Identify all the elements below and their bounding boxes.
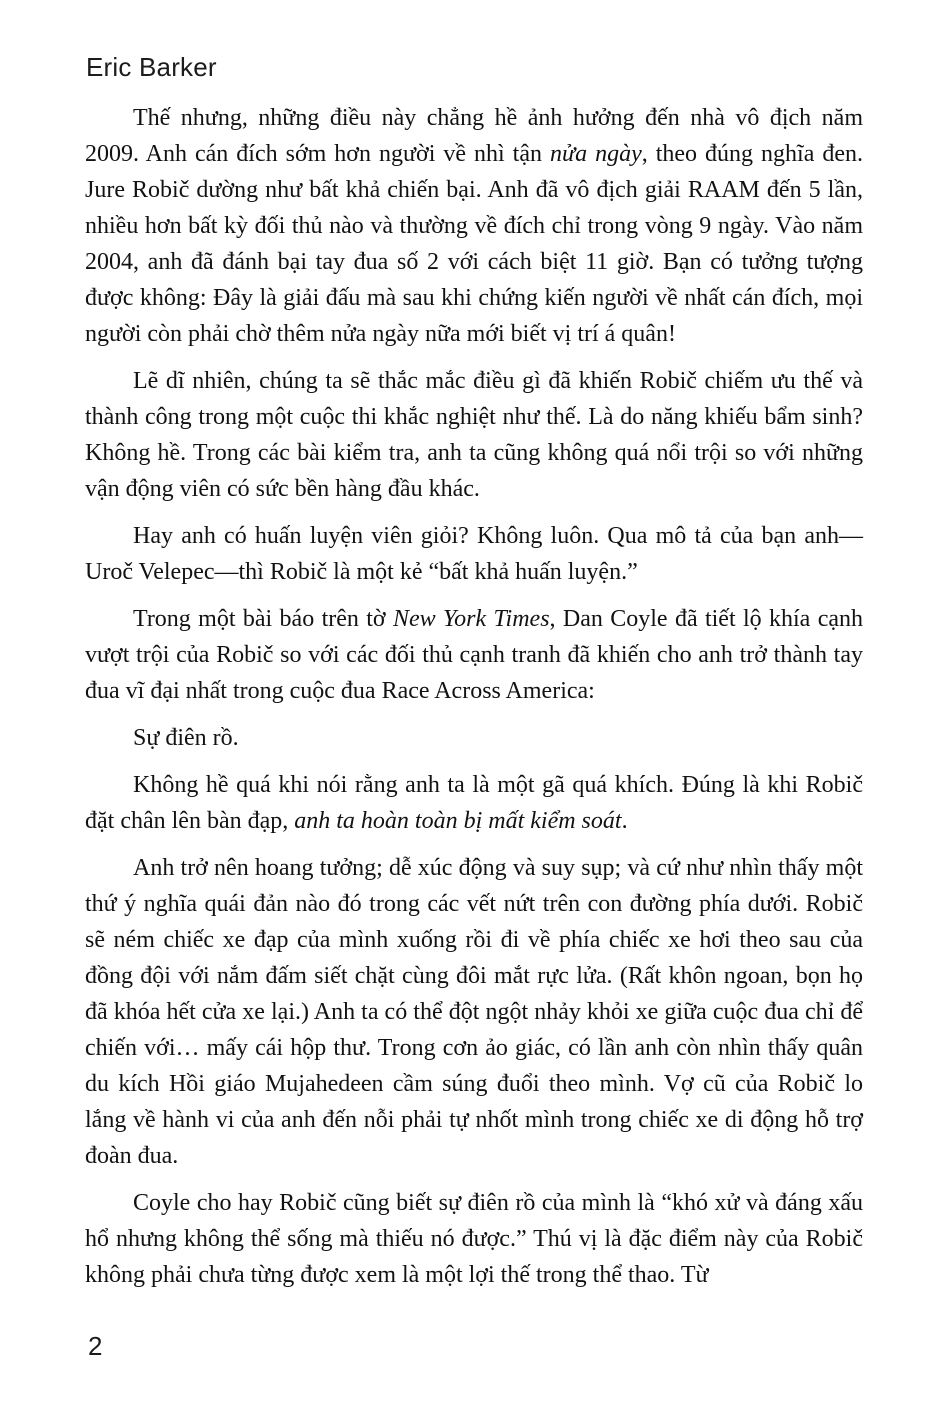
paragraph	[85, 518, 863, 590]
text-segment: , theo đúng nghĩa đen. Jure Robič dường như bất khả chiến bại. Anh đã vô địch giải RAAM đến 5 lần, nhiều hơn bất kỳ đối thủ nào và thường về đích chỉ trong vòng 9 ngày. Vào năm 2004, anh đã đánh bại tay đua số 2 với cách biệt 11 giờ. Bạn có tưởng tượng được không: Đây là giải đấu mà sau khi chứng kiến người về nhất cán đích, mọi người còn phải chờ thêm nửa ngày nữa mới biết vị trí á quân!	[85, 141, 864, 347]
italic-text-segment: anh ta hoàn toàn bị mất kiểm soát	[294, 808, 622, 834]
paragraph	[85, 363, 863, 507]
paragraph	[85, 601, 863, 709]
paragraph	[85, 720, 863, 756]
text-segment: .	[621, 808, 628, 834]
paragraph	[85, 850, 863, 1174]
paragraph	[85, 767, 863, 839]
paragraph	[85, 1185, 863, 1293]
running-header: Eric Barker	[86, 52, 217, 82]
text-segment: Lẽ dĩ nhiên, chúng ta sẽ thắc mắc điều gì đã khiến Robič chiếm ưu thế và thành công trong một cuộc thi khắc nghiệt như thế. Là do năng khiếu bẩm sinh? Không hề. Trong các bài kiểm tra, anh ta cũng không quá nổi trội so với những vận động viên có sức bền hàng đầu khác.	[85, 368, 863, 502]
text-segment: Hay anh có huấn luyện viên giỏi? Không luôn. Qua mô tả của bạn anh—Uroč Velepec—thì Robič là một kẻ “bất khả huấn luyện.”	[85, 523, 863, 585]
text-segment: Trong một bài báo trên tờ	[133, 606, 393, 632]
paragraph	[85, 100, 863, 352]
text-segment: , Dan Coyle đã tiết lộ khía cạnh vượt trội của Robič so với các đối thủ cạnh tranh đã khiến cho anh trở thành tay đua vĩ đại nhất trong cuộc đua Race Across America:	[85, 606, 864, 704]
page-number: 2	[88, 1331, 103, 1361]
page-body	[85, 100, 863, 1293]
text-segment: Anh trở nên hoang tưởng; dễ xúc động và suy sụp; và cứ như nhìn thấy một thứ ý nghĩa quái đản nào đó trong các vết nứt trên con đường phía dưới. Robič sẽ ném chiếc xe đạp của mình xuống rồi đi về phía chiếc xe hơi theo sau của đồng đội với nắm đấm siết chặt cùng đôi mắt rực lửa. (Rất khôn ngoan, bọn họ đã khóa hết cửa xe lại.) Anh ta có thể đột ngột nhảy khỏi xe giữa cuộc đua chỉ để chiến với… mấy cái hộp thư. Trong cơn ảo giác, có lần anh còn nhìn thấy quân du kích Hồi giáo Mujahedeen cầm súng đuổi theo mình. Vợ cũ của Robič lo lắng về hành vi của anh đến nỗi phải tự nhốt mình trong chiếc xe di động hỗ trợ đoàn đua.	[85, 855, 863, 1169]
text-segment: Sự điên rồ.	[133, 725, 239, 751]
text-segment: Thế nhưng, những điều này chẳng hề ảnh hưởng đến nhà vô địch năm 2009. Anh cán đích sớm hơn người về nhì tận	[85, 105, 863, 167]
italic-text-segment: nửa ngày	[549, 141, 642, 167]
text-segment: Coyle cho hay Robič cũng biết sự điên rồ của mình là “khó xử và đáng xấu hổ nhưng không thể sống mà thiếu nó được.” Thú vị là đặc điểm này của Robič không phải chưa từng được xem là một lợi thế trong thể thao. Từ	[85, 1190, 863, 1288]
italic-text-segment: New York Times	[392, 606, 550, 632]
text-segment: Không hề quá khi nói rằng anh ta là một gã quá khích. Đúng là khi Robič đặt chân lên bàn đạp,	[85, 772, 863, 834]
